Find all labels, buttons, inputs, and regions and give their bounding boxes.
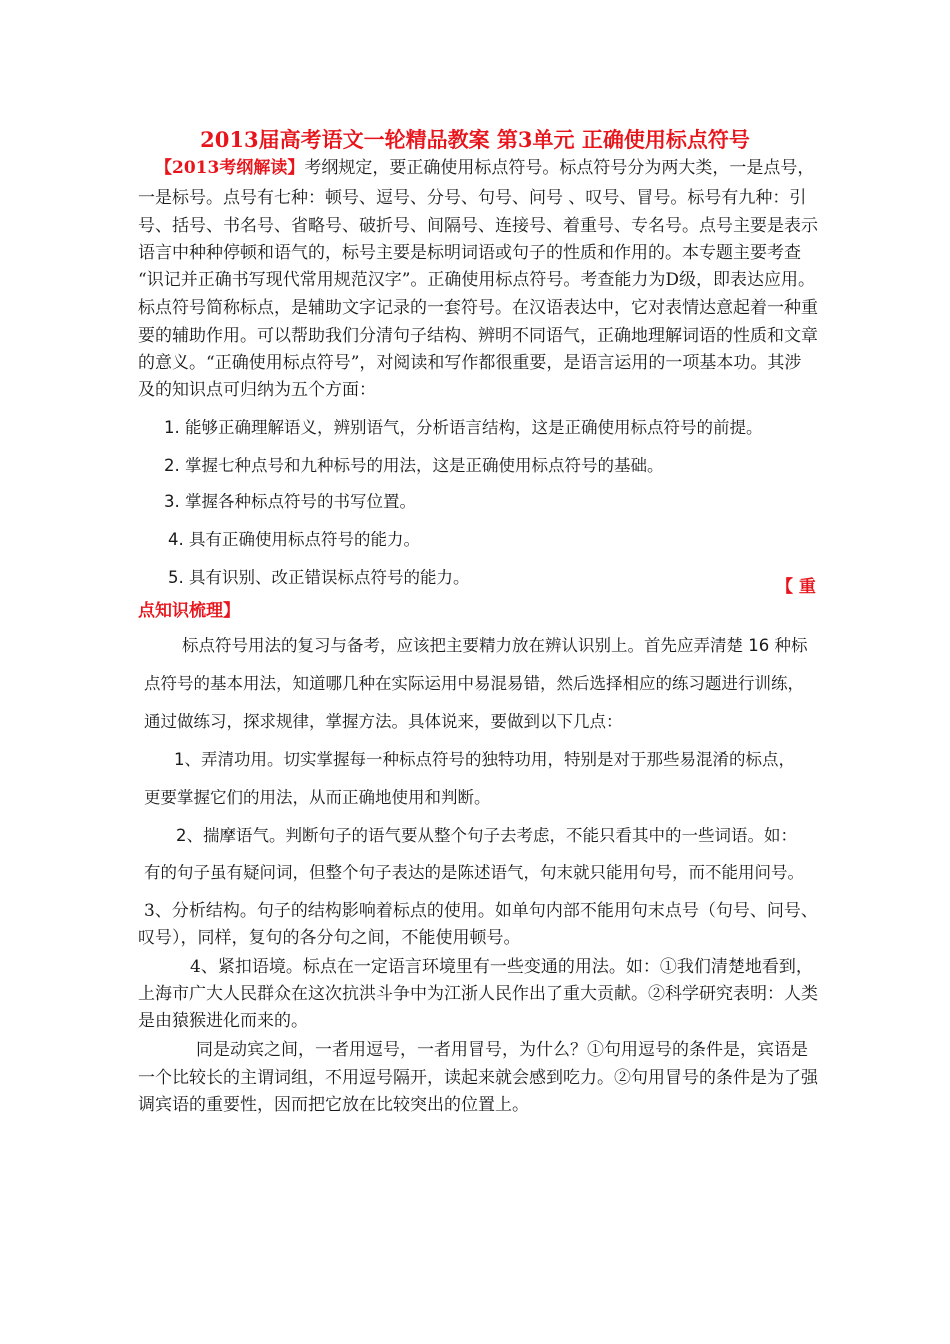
item-line: 3、分析结构。句子的结构影响着标点的使用。如单句内部不能用句末点号（句号、问号、	[144, 901, 818, 921]
item-line: 4、紧扣语境。标点在一定语言环境里有一些变通的用法。如：①我们清楚地看到，	[190, 957, 813, 977]
outline-line: 号、括号、书名号、省略号、破折号、间隔号、连接号、着重号、专名号。点号主要是表示	[138, 216, 818, 236]
outline-line: 语言中种种停顿和语气的，标号主要是标明词语或句子的性质和作用的。本专题主要考查	[138, 243, 801, 263]
key-points-heading-part2: 点知识梳理】	[138, 601, 240, 621]
intro-line: 通过做练习，探求规律，掌握方法。具体说来，要做到以下几点：	[144, 712, 623, 731]
intro-line: 点符号的基本用法，知道哪几种在实际运用中易混易错，然后选择相应的练习题进行训练，	[144, 674, 804, 693]
final-line: 一个比较长的主谓词组，不用逗号隔开，读起来就会感到吃力。②句用冒号的条件是为了强	[138, 1068, 818, 1088]
outline-label: 【2013考纲解读】	[155, 158, 305, 178]
item-line: 叹号），同样，复句的各分句之间，不能使用顿号。	[138, 928, 521, 948]
list-item: 5. 具有识别、改正错误标点符号的能力。	[168, 568, 470, 587]
outline-line: 及的知识点可归纳为五个方面：	[138, 380, 376, 400]
outline-line: 要的辅助作用。可以帮助我们分清句子结构、辨明不同语气，正确地理解词语的性质和文章	[138, 326, 818, 346]
final-line: 同是动宾之间，一者用逗号，一者用冒号，为什么？①句用逗号的条件是，宾语是	[196, 1040, 808, 1060]
item-line: 是由猿猴进化而来的。	[138, 1011, 308, 1031]
item-line: 1、弄清功用。切实掌握每一种标点符号的独特功用，特别是对于那些易混淆的标点，	[174, 750, 795, 769]
item-line: 更要掌握它们的用法，从而正确地使用和判断。	[144, 788, 491, 807]
list-item: 4. 具有正确使用标点符号的能力。	[168, 530, 420, 549]
item-line: 2、揣摩语气。判断句子的语气要从整个句子去考虑，不能只看其中的一些词语。如：	[176, 826, 797, 845]
outline-line: “识记并正确书写现代常用规范汉字”。正确使用标点符号。考查能力为D级，即表达应用。	[138, 270, 816, 290]
key-points-heading-part1: 【 重	[776, 577, 816, 597]
intro-line: 标点符号用法的复习与备考，应该把主要精力放在辨认识别上。首先应弄清楚 16 种标	[182, 636, 808, 655]
list-item: 2. 掌握七种点号和九种标号的用法，这是正确使用标点符号的基础。	[164, 456, 664, 475]
outline-line: 的意义。“正确使用标点符号”，对阅读和写作都很重要，是语言运用的一项基本功。其涉	[138, 353, 802, 373]
outline-line: 考纲规定，要正确使用标点符号。标点符号分为两大类，一是点号，	[304, 158, 815, 178]
outline-line: 一是标号。点号有七种：顿号、逗号、分号、句号、问号 、叹号、冒号。标号有九种：引	[138, 188, 807, 208]
item-line: 上海市广大人民群众在这次抗洪斗争中为江浙人民作出了重大贡献。②科学研究表明：人类	[138, 984, 818, 1004]
document-title: 2013届高考语文一轮精品教案 第3单元 正确使用标点符号	[200, 127, 750, 152]
outline-line: 标点符号简称标点，是辅助文字记录的一套符号。在汉语表达中，它对表情达意起着一种重	[138, 298, 818, 318]
list-item: 1. 能够正确理解语义，辨别语气，分析语言结构，这是正确使用标点符号的前提。	[164, 418, 763, 437]
outline-first-line	[155, 156, 814, 180]
list-item: 3. 掌握各种标点符号的书写位置。	[164, 492, 416, 511]
item-line: 有的句子虽有疑问词，但整个句子表达的是陈述语气，句末就只能用句号，而不能用问号。	[144, 863, 804, 882]
final-line: 调宾语的重要性，因而把它放在比较突出的位置上。	[138, 1095, 529, 1115]
